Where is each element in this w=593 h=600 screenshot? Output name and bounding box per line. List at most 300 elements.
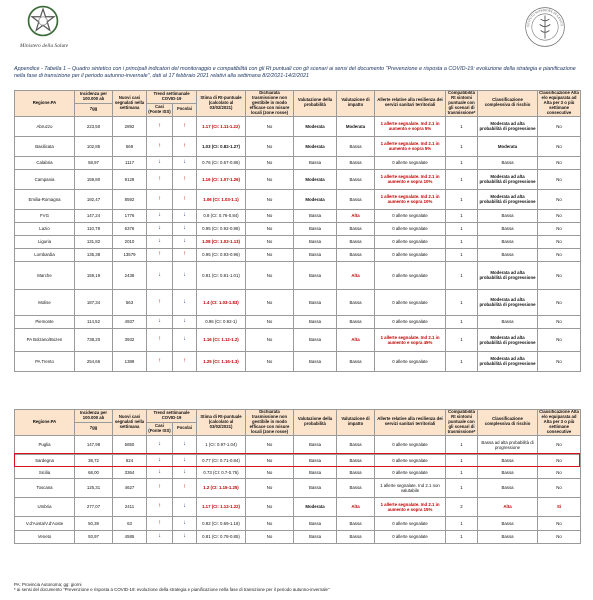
table-row [15, 315, 581, 328]
focolai-trend-icon: ↑ [173, 169, 197, 189]
classificazione-cell: Bassa [478, 315, 538, 328]
dichiarata-cell: No [246, 261, 294, 289]
nuovi-casi-cell: 4585 [113, 530, 147, 543]
col-allerte: Allerte relative alla resilienza dei servizi sanitari territoriali [375, 410, 446, 436]
allerte-cell: 1 allerte segnalate. Ind 2.1 in aumento e sopra 15% [375, 497, 446, 516]
impatto-cell: Bassa [337, 435, 375, 454]
equiparata-cell: No [538, 116, 581, 136]
rt-cell: 0.91 (CI: 0.81-1.01) [197, 261, 246, 289]
region-cell: FVG [15, 209, 75, 222]
nuovi-casi-cell: 63 [113, 516, 147, 530]
probabilita-cell: Bassa [294, 478, 337, 497]
casi-trend-icon: ↑ [147, 189, 173, 209]
equiparata-cell: No [538, 466, 581, 478]
casi-trend-icon: ↓ [147, 235, 173, 248]
dichiarata-cell: No [246, 136, 294, 156]
nuovi-casi-cell: 569 [113, 136, 147, 156]
nuovi-casi-cell: 5850 [113, 435, 147, 454]
equiparata-cell: No [538, 315, 581, 328]
impatto-cell: Bassa [337, 516, 375, 530]
footnotes [14, 582, 330, 593]
focolai-trend-icon: ↓ [173, 497, 197, 516]
table-row [15, 222, 581, 235]
col-equiparata: Classificazione Alta e/o equiparata ad Alta per 3 o più settimane consecutive [539, 90, 579, 115]
casi-trend-icon: ↑ [147, 497, 173, 516]
impatto-cell: Alta [337, 209, 375, 222]
allerte-cell: 1 allerte segnalate. Ind 2.1 in aumento e sopra 5% [375, 116, 446, 136]
rt-cell: 0.92 (CI: 0.69-1.18) [197, 516, 246, 530]
compatibilita-cell: 1 [446, 315, 478, 328]
equiparata-cell: No [538, 328, 581, 351]
region-cell: Toscana [15, 478, 75, 497]
allerte-cell: 1 allerte segnalate. Ind 2.1 in aumento e sopra 10% [375, 189, 446, 209]
casi-trend-icon: ↓ [147, 466, 173, 478]
nuovi-casi-cell: 563 [113, 289, 147, 315]
dichiarata-cell: No [246, 235, 294, 248]
dichiarata-cell: No [246, 116, 294, 136]
casi-trend-icon: ↑ [147, 516, 173, 530]
classificazione-cell: Moderata ad alta probabilità di progressione [478, 289, 538, 315]
equiparata-cell: No [538, 454, 581, 466]
classificazione-cell: Bassa [478, 248, 538, 261]
rt-cell: 1.16 (CI: 1.07-1.26) [197, 169, 246, 189]
allerte-cell: 0 allerte segnalate [375, 222, 446, 235]
compatibilita-cell: 1 [446, 116, 478, 136]
casi-trend-icon: ↓ [147, 156, 173, 169]
casi-trend-icon: ↑ [147, 169, 173, 189]
col-nuovi-casi: Nuovi casi segnalati nella settimana [113, 410, 147, 436]
impatto-cell: Alta [337, 497, 375, 516]
incidenza-cell: 159,19 [75, 261, 113, 289]
nuovi-casi-cell: 2411 [113, 497, 147, 516]
focolai-trend-icon: ↓ [173, 209, 197, 222]
allerte-cell: 0 allerte segnalate [375, 454, 446, 466]
probabilita-cell: Bassa [294, 261, 337, 289]
allerte-cell: 1 allerte segnalate. Ind 2.1 in aumento e sopra 45% [375, 328, 446, 351]
incidenza-cell: 147,24 [75, 209, 113, 222]
focolai-trend-icon: ↓ [173, 156, 197, 169]
rt-cell: 1.03 (CI: 0.82-1.27) [197, 136, 246, 156]
casi-trend-icon: ↑ [147, 248, 173, 261]
dichiarata-cell: No [246, 328, 294, 351]
compatibilita-cell: 1 [446, 328, 478, 351]
allerte-cell: 0 allerte segnalate [375, 209, 446, 222]
casi-trend-icon: ↑ [147, 136, 173, 156]
allerte-cell: 1 allerte segnalate. Ind 2.1 in aumento e sopra 10% [375, 169, 446, 189]
allerte-cell: 0 allerte segnalate [375, 261, 446, 289]
table-row [15, 516, 581, 530]
focolai-trend-icon: ↓ [173, 435, 197, 454]
table-row [15, 351, 581, 371]
table-row [15, 235, 581, 248]
dichiarata-cell: No [246, 497, 294, 516]
probabilita-cell: Bassa [294, 530, 337, 543]
rt-cell: 0.8 (CI: 0.76-0.84) [197, 209, 246, 222]
classificazione-cell: Alta [478, 497, 538, 516]
table-row [15, 156, 581, 169]
casi-trend-icon: ↓ [147, 530, 173, 543]
incidenza-cell: 277,07 [75, 497, 113, 516]
probabilita-cell: Moderata [294, 169, 337, 189]
classificazione-cell: Moderata ad alta probabilità di progressione [478, 189, 538, 209]
casi-trend-icon: ↓ [147, 209, 173, 222]
probabilita-cell: Bassa [294, 156, 337, 169]
region-cell: Sardegna [15, 454, 75, 466]
allerte-cell: 1 allerte segnalate. Ind 2.1 in aumento e sopra 5% [375, 136, 446, 156]
nuovi-casi-cell: 1389 [113, 351, 147, 371]
rt-cell: 1.08 (CI: 1.02-1.13) [197, 235, 246, 248]
col-trend: Trend settimanale COVID-19 [147, 91, 197, 104]
col-impatto: Valutazione di impatto [337, 410, 375, 436]
impatto-cell: Bassa [337, 235, 375, 248]
focolai-trend-icon: ↑ [173, 189, 197, 209]
rt-cell: 1.2 (CI: 1.15-1.25) [197, 478, 246, 497]
compatibilita-cell: 1 [446, 435, 478, 454]
compatibilita-cell: 1 [446, 289, 478, 315]
incidenza-cell: 93,97 [75, 530, 113, 543]
allerte-cell: 0 allerte segnalate [375, 516, 446, 530]
incidenza-cell: 254,66 [75, 351, 113, 371]
nuovi-casi-cell: 4937 [113, 315, 147, 328]
col-focolai: Focolai [173, 423, 197, 436]
equiparata-cell: No [538, 478, 581, 497]
dichiarata-cell: No [246, 222, 294, 235]
dichiarata-cell: No [246, 189, 294, 209]
probabilita-cell: Bassa [294, 454, 337, 466]
compatibilita-cell: 1 [446, 248, 478, 261]
rt-cell: 0.95 (CI: 0.93-0.96) [197, 248, 246, 261]
probabilita-cell: Bassa [294, 209, 337, 222]
equiparata-cell: No [538, 189, 581, 209]
table-body-1 [15, 116, 581, 371]
impatto-cell: Bassa [337, 189, 375, 209]
allerte-cell: 0 allerte segnalate [375, 351, 446, 371]
col-casi: Casi (Fonte ISS) [147, 423, 173, 436]
region-cell: Emilia-Romagna [15, 189, 75, 209]
incidenza-cell: 192,47 [75, 189, 113, 209]
col-incidenza: Incidenza per 100.000 ab [75, 91, 113, 104]
col-classificazione: Classificazione complessiva di rischio [478, 410, 538, 436]
impatto-cell: Bassa [337, 289, 375, 315]
impatto-cell: Bassa [337, 454, 375, 466]
col-allerte: Allerte relative alla resilienza dei servizi sanitari territoriali [375, 91, 446, 117]
incidenza-cell: 223,50 [75, 116, 113, 136]
nuovi-casi-cell: 6376 [113, 222, 147, 235]
focolai-trend-icon: ↓ [173, 222, 197, 235]
rt-cell: 0.73 (CI: 0.7-0.76) [197, 466, 246, 478]
dichiarata-cell: No [246, 435, 294, 454]
classificazione-cell: Moderata ad alta probabilità di progressione [478, 328, 538, 351]
probabilita-cell: Bassa [294, 516, 337, 530]
casi-trend-icon: ↑ [147, 116, 173, 136]
col-dichiarata: Dichiarata trasmissione non gestibile in modo efficace con misure locali (zone rosse) [246, 410, 294, 436]
impatto-cell: Bassa [337, 136, 375, 156]
table-row [15, 169, 581, 189]
incidenza-cell: 114,52 [75, 315, 113, 328]
region-cell: PA Bolzano/Bozen [15, 328, 75, 351]
italian-republic-emblem-icon [26, 4, 60, 38]
table-row [15, 136, 581, 156]
region-cell: Calabria [15, 156, 75, 169]
probabilita-cell: Moderata [294, 497, 337, 516]
classificazione-cell: Bassa [478, 530, 538, 543]
rt-cell: 1.17 (CI: 1.12-1.22) [197, 497, 246, 516]
focolai-trend-icon: ↓ [173, 328, 197, 351]
dichiarata-cell: No [246, 516, 294, 530]
incidenza-cell: 38,72 [75, 454, 113, 466]
indicators-table-part-1 [14, 90, 581, 372]
equiparata-cell: No [538, 235, 581, 248]
allerte-cell: 0 allerte segnalate [375, 435, 446, 454]
probabilita-cell: Bassa [294, 466, 337, 478]
nuovi-casi-cell: 624 [113, 454, 147, 466]
rt-cell: 0.77 (CI: 0.71-0.84) [197, 454, 246, 466]
table-row [15, 261, 581, 289]
impatto-cell: Bassa [337, 466, 375, 478]
region-cell: Abruzzo [15, 116, 75, 136]
focolai-trend-icon: ↑ [173, 248, 197, 261]
compatibilita-cell: 1 [446, 466, 478, 478]
focolai-trend-icon: ↑ [173, 351, 197, 371]
table-row [15, 248, 581, 261]
incidenza-cell: 102,85 [75, 136, 113, 156]
allerte-cell: 0 allerte segnalate [375, 289, 446, 315]
impatto-cell: Bassa [337, 351, 375, 371]
table-body-2 [15, 435, 581, 543]
probabilita-cell: Bassa [294, 328, 337, 351]
incidenza-cell: 131,82 [75, 235, 113, 248]
table-row [15, 209, 581, 222]
allerte-cell: 0 allerte segnalate [375, 235, 446, 248]
allerte-cell: 0 allerte segnalate [375, 466, 446, 478]
impatto-cell: Bassa [337, 169, 375, 189]
region-cell: Sicilia [15, 466, 75, 478]
compatibilita-cell: 1 [446, 169, 478, 189]
incidenza-cell: 110,78 [75, 222, 113, 235]
casi-trend-icon: ↓ [147, 222, 173, 235]
col-stima-rt: Stima di Rt-puntuale (calcolato al 03/02/2021) [197, 91, 246, 117]
compatibilita-cell: 1 [446, 156, 478, 169]
impatto-cell: Bassa [337, 530, 375, 543]
col-compatibilita: Compatibilità Rt sintomi puntuale con gli scenari di trasmissione* [446, 91, 478, 117]
casi-trend-icon: ↑ [147, 351, 173, 371]
probabilita-cell: Bassa [294, 248, 337, 261]
nuovi-casi-cell: 3364 [113, 466, 147, 478]
focolai-trend-icon: ↑ [173, 116, 197, 136]
rt-cell: 1.06 (CI: 1.03-1.1) [197, 189, 246, 209]
impatto-cell: Bassa [337, 222, 375, 235]
nuovi-casi-cell: 4627 [113, 478, 147, 497]
table-row [15, 435, 581, 454]
dichiarata-cell: No [246, 530, 294, 543]
rt-cell: 1 (CI: 0.97-1.04) [197, 435, 246, 454]
col-probabilita: Valutazione della probabilità [294, 91, 337, 117]
nuovi-casi-cell: 2892 [113, 116, 147, 136]
compatibilita-cell: 1 [446, 136, 478, 156]
focolai-trend-icon: ↓ [173, 289, 197, 315]
classificazione-cell: Bassa ad alta probabilità di progressione [478, 435, 538, 454]
nuovi-casi-cell: 2438 [113, 261, 147, 289]
allerte-cell: 0 allerte segnalate [375, 315, 446, 328]
focolai-trend-icon: ↓ [173, 516, 197, 530]
dichiarata-cell: No [246, 351, 294, 371]
probabilita-cell: Bassa [294, 289, 337, 315]
impatto-cell: Bassa [337, 478, 375, 497]
classificazione-cell: Bassa [478, 209, 538, 222]
allerte-cell: 1 allerte segnalate. Ind 2.1 non valutabile [375, 478, 446, 497]
equiparata-cell: Sì [538, 497, 581, 516]
equiparata-cell: No [538, 516, 581, 530]
col-regione: Regione.PA [15, 91, 75, 117]
dichiarata-cell: No [246, 289, 294, 315]
region-cell: Lazio [15, 222, 75, 235]
nuovi-casi-cell: 9128 [113, 169, 147, 189]
footnote-2: * ai sensi del documento "Prevenzione e risposta a COVID-19: evoluzione della strategia e pianificazione nella fase di transizione per il periodo autunno-invernale" [14, 587, 330, 593]
impatto-cell: Bassa [337, 156, 375, 169]
classificazione-cell: Moderata ad alta probabilità di progressione [478, 351, 538, 371]
rt-cell: 0.95 (CI: 0.92-0.98) [197, 222, 246, 235]
incidenza-cell: 135,38 [75, 248, 113, 261]
nuovi-casi-cell: 3932 [113, 328, 147, 351]
probabilita-cell: Moderata [294, 116, 337, 136]
compatibilita-cell: 1 [446, 235, 478, 248]
probabilita-cell: Bassa [294, 235, 337, 248]
equiparata-cell: No [538, 261, 581, 289]
rt-cell: 1.17 (CI: 1.11-1.22) [197, 116, 246, 136]
casi-trend-icon: ↓ [147, 261, 173, 289]
compatibilita-cell: 1 [446, 530, 478, 543]
classificazione-cell: Bassa [478, 516, 538, 530]
table-row [15, 497, 581, 516]
nuovi-casi-cell: 8592 [113, 189, 147, 209]
col-impatto: Valutazione di impatto [337, 91, 375, 117]
dichiarata-cell: No [246, 478, 294, 497]
iss-seal-text: ISTITUTO SUPERIORE DI SANITÀ [526, 8, 564, 28]
region-cell: V.d'Aosta/V.d'Aoste [15, 516, 75, 530]
dichiarata-cell: No [246, 248, 294, 261]
allerte-cell: 0 allerte segnalate [375, 530, 446, 543]
col-nuovi-casi: Nuovi casi segnalati nella settimana [113, 91, 147, 117]
classificazione-cell: Bassa [478, 235, 538, 248]
probabilita-cell: Bassa [294, 315, 337, 328]
dichiarata-cell: No [246, 156, 294, 169]
compatibilita-cell: 1 [446, 222, 478, 235]
compatibilita-cell: 2 [446, 497, 478, 516]
compatibilita-cell: 1 [446, 261, 478, 289]
dichiarata-cell: No [246, 466, 294, 478]
equiparata-cell: No [538, 289, 581, 315]
probabilita-cell: Bassa [294, 435, 337, 454]
region-cell: Umbria [15, 497, 75, 516]
region-cell: Veneto [15, 530, 75, 543]
impatto-cell: Alta [337, 261, 375, 289]
region-cell: Lombardia [15, 248, 75, 261]
incidenza-cell: 147,98 [75, 435, 113, 454]
incidenza-cell: 738,20 [75, 328, 113, 351]
focolai-trend-icon: ↑ [173, 478, 197, 497]
equiparata-cell: No [538, 169, 581, 189]
table-row [15, 289, 581, 315]
probabilita-cell: Moderata [294, 189, 337, 209]
indicators-table-part-2 [14, 409, 581, 544]
probabilita-cell: Bassa [294, 222, 337, 235]
rt-cell: 1.4 (CI: 1.03-1.83) [197, 289, 246, 315]
compatibilita-cell: 1 [446, 189, 478, 209]
region-cell: PA Trento [15, 351, 75, 371]
probabilita-cell: Moderata [294, 136, 337, 156]
equiparata-cell: No [538, 136, 581, 156]
table-row [15, 454, 581, 466]
dichiarata-cell: No [246, 315, 294, 328]
allerte-cell: 0 allerte segnalate [375, 248, 446, 261]
equiparata-cell: No [538, 530, 581, 543]
col-regione: Regione.PA [15, 410, 75, 436]
region-cell: Piemonte [15, 315, 75, 328]
focolai-trend-icon: ↓ [173, 530, 197, 543]
equiparata-cell: No [538, 435, 581, 454]
nuovi-casi-cell: 1776 [113, 209, 147, 222]
classificazione-cell: Bassa [478, 156, 538, 169]
impatto-cell: Alta [337, 328, 375, 351]
dichiarata-cell: No [246, 209, 294, 222]
classificazione-cell: Bassa [478, 478, 538, 497]
casi-trend-icon: ↓ [147, 454, 173, 466]
rt-cell: 0.76 (CI: 0.67-0.86) [197, 156, 246, 169]
table-row [15, 116, 581, 136]
classificazione-cell: Moderata [478, 136, 538, 156]
dichiarata-cell: No [246, 454, 294, 466]
equiparata-cell: No [538, 248, 581, 261]
equiparata-cell: No [538, 351, 581, 371]
compatibilita-cell: 1 [446, 209, 478, 222]
focolai-trend-icon: ↓ [173, 261, 197, 289]
classificazione-cell: Moderata ad alta probabilità di progressione [478, 116, 538, 136]
focolai-trend-icon: ↑ [173, 136, 197, 156]
classificazione-cell: Bassa [478, 466, 538, 478]
rt-cell: 1.16 (CI: 1.12-1.2) [197, 328, 246, 351]
region-cell: Liguria [15, 235, 75, 248]
table-caption: Appendice - Tabella 1 – Quadro sintetico con i principali indicatori del monitoraggio e compatibilità con gli Rt puntuali con gli scenari ai sensi del documento "Prevenzione e risposta a COVID-19: evoluzione della strategia e pianificazione nella fase di transizione per il periodo autunno-invernale", dati al 17 febbraio 2021 relativi alla settimana 8/2/2021-14/2/2021 [14, 66, 576, 80]
classificazione-cell: Moderata ad alta probabilità di progressione [478, 169, 538, 189]
impatto-cell: Bassa [337, 315, 375, 328]
col-equiparata: Classificazione Alta e/o equiparata ad Alta per 3 o più settimane consecutive [539, 409, 579, 434]
col-dichiarata: Dichiarata trasmissione non gestibile in modo efficace con misure locali (zone rosse) [246, 91, 294, 117]
region-cell: Marche [15, 261, 75, 289]
region-cell: Basilicata [15, 136, 75, 156]
classificazione-cell: Bassa [478, 222, 538, 235]
incidenza-cell: 58,97 [75, 156, 113, 169]
focolai-trend-icon: ↓ [173, 235, 197, 248]
incidenza-cell: 159,80 [75, 169, 113, 189]
nuovi-casi-cell: 13579 [113, 248, 147, 261]
col-trend: Trend settimanale COVID-19 [147, 410, 197, 423]
incidenza-cell: 68,00 [75, 466, 113, 478]
nuovi-casi-cell: 2010 [113, 235, 147, 248]
casi-trend-icon: ↑ [147, 328, 173, 351]
col-compatibilita: Compatibilità Rt sintomi puntuale con gli scenari di trasmissione* [446, 410, 478, 436]
equiparata-cell: No [538, 222, 581, 235]
col-probabilita: Valutazione della probabilità [294, 410, 337, 436]
region-cell: Puglia [15, 435, 75, 454]
compatibilita-cell: 1 [446, 454, 478, 466]
table-row [15, 466, 581, 478]
impatto-cell: Moderata [337, 116, 375, 136]
col-classificazione: Classificazione complessiva di rischio [478, 91, 538, 117]
table-row [15, 478, 581, 497]
nuovi-casi-cell: 1117 [113, 156, 147, 169]
focolai-trend-icon: ↓ [173, 454, 197, 466]
impatto-cell: Bassa [337, 248, 375, 261]
